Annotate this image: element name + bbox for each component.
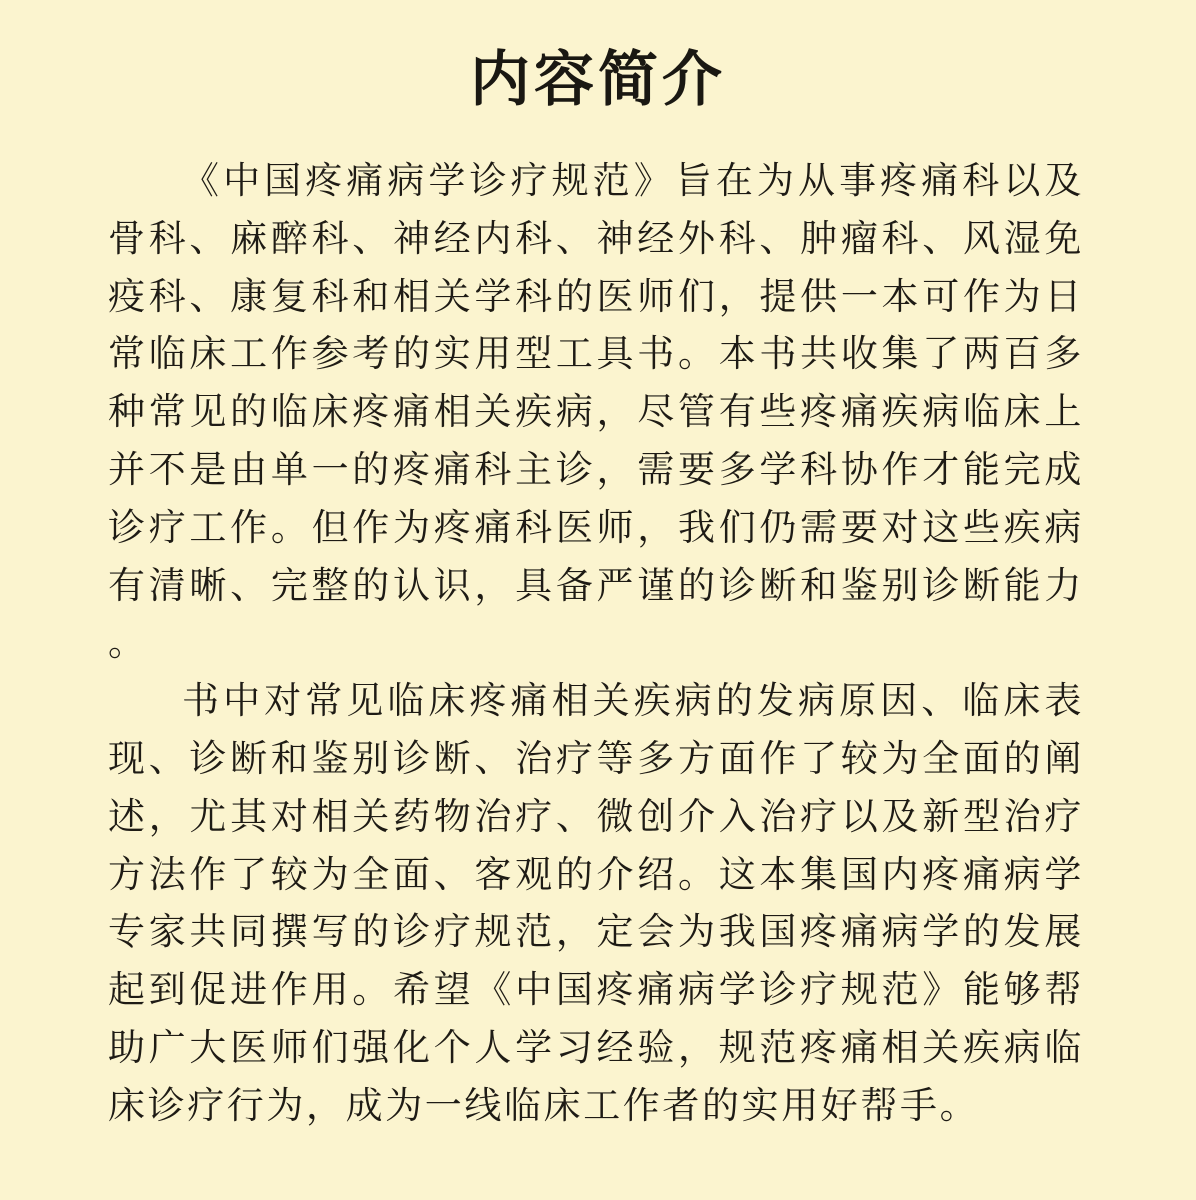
page-title: 内容简介: [470, 45, 726, 115]
paragraph-1: 《中国疼痛病学诊疗规范》旨在为从事疼痛科以及骨科、麻醉科、神经内科、神经外科、肿瘤科、风湿免疫科、康复科和相关学科的医师们，提供一本可作为日常临床工作参考的实用型工具书。本书共收集了两百多种常见的临床疼痛相关疾病，尽管有些疼痛疾病临床上并不是由单一的疼痛科主诊，需要多学科协作才能完成诊疗工作。但作为疼痛科医师，我们仍需要对这些疾病有清晰、完整的认识，具备严谨的诊断和鉴别诊断能力。: [108, 159, 1084, 665]
document-body: [108, 152, 1084, 1135]
paragraph-2: 书中对常见临床疼痛相关疾病的发病原因、临床表现、诊断和鉴别诊断、治疗等多方面作了较为全面的阐述，尤其对相关药物治疗、微创介入治疗以及新型治疗方法作了较为全面、客观的介绍。这本集国内疼痛病学专家共同撰写的诊疗规范，定会为我国疼痛病学的发展起到促进作用。希望《中国疼痛病学诊疗规范》能够帮助广大医师们强化个人学习经验，规范疼痛相关疾病临床诊疗行为，成为一线临床工作者的实用好帮手。: [108, 679, 1084, 1127]
